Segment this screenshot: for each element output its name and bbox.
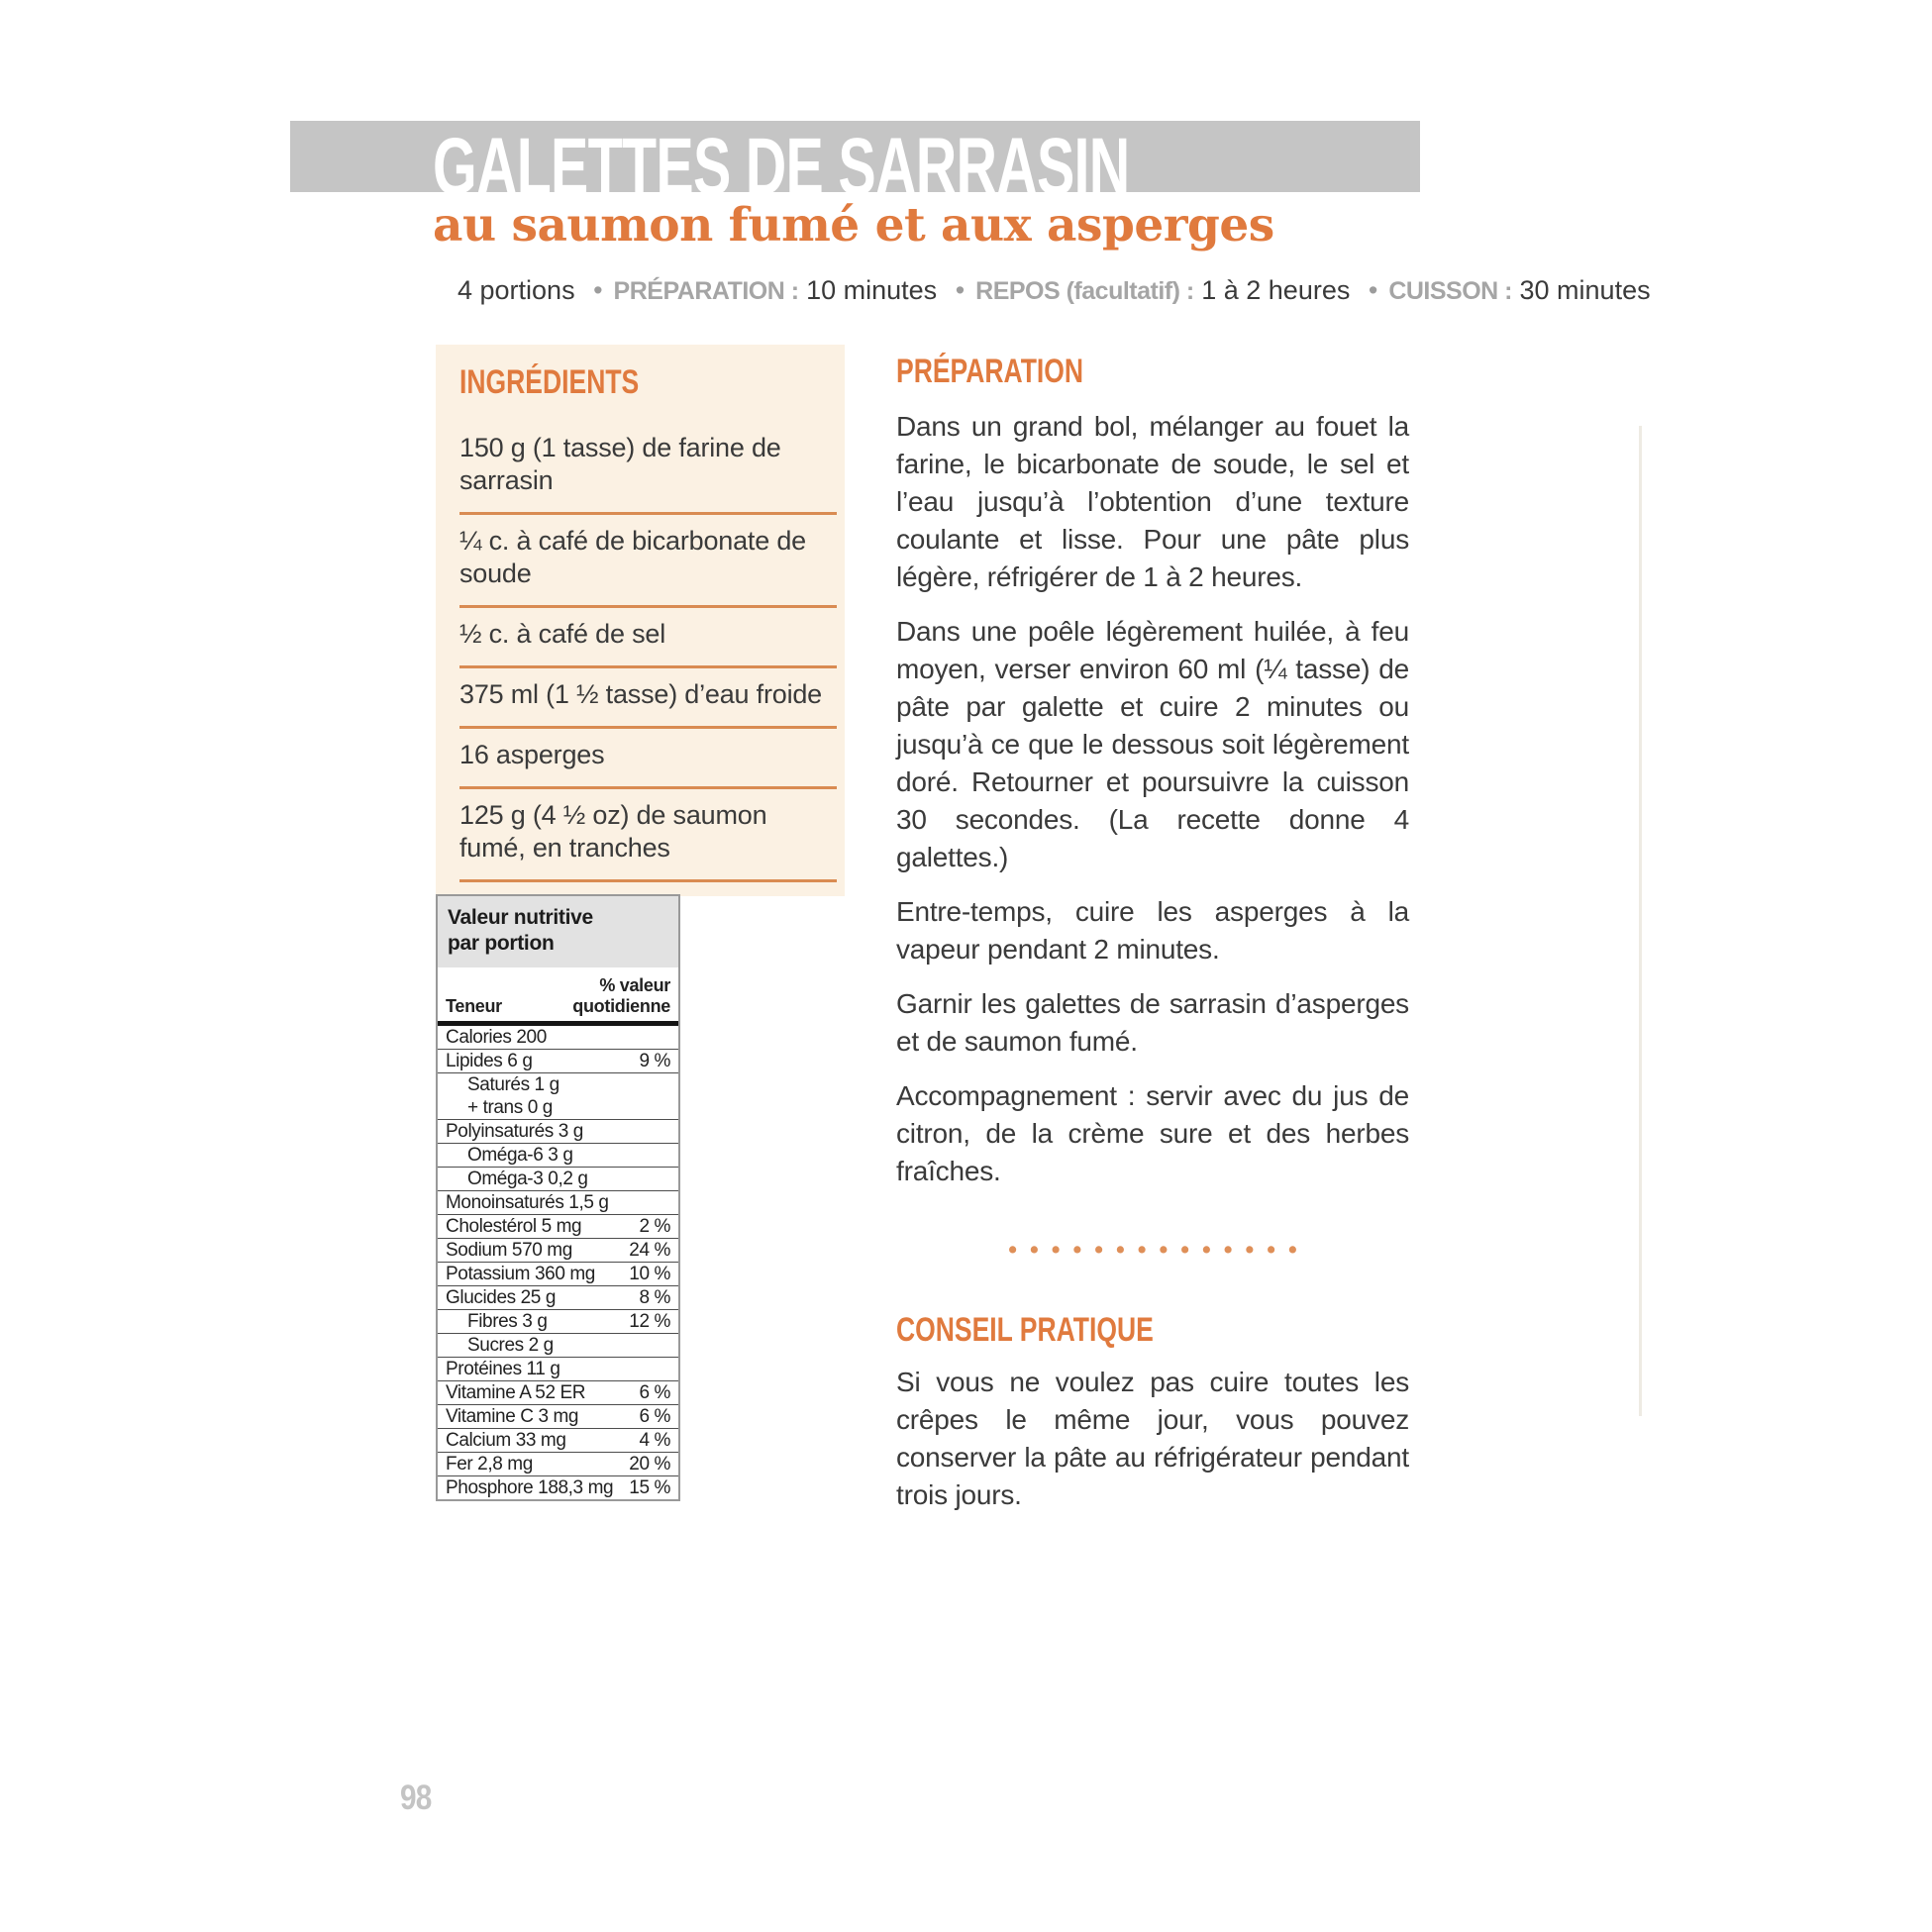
ingredient-item: ½ c. à café de sel	[459, 608, 837, 668]
ingredients-list	[459, 422, 837, 882]
nutrient-label: Vitamine A 52 ER	[446, 1381, 586, 1403]
nutrient-label: Vitamine C 3 mg	[446, 1405, 579, 1427]
nutrient-label: Lipides 6 g	[446, 1050, 533, 1071]
ingredient-item: 375 ml (1 ½ tasse) d’eau froide	[459, 668, 837, 729]
meta-label: CUISSON :	[1388, 277, 1512, 305]
nutrition-rows	[438, 1026, 678, 1499]
page-number: 98	[400, 1779, 432, 1817]
nutrient-label: Potassium 360 mg	[446, 1263, 595, 1284]
preparation-paragraph: Entre-temps, cuire les asperges à la vapeur pendant 2 minutes.	[896, 896, 1409, 965]
nutrient-label: Sodium 570 mg	[446, 1239, 572, 1261]
nutrient-label: Glucides 25 g	[446, 1286, 556, 1308]
meta-value: 1 à 2 heures	[1201, 275, 1351, 305]
nutrient-label: Oméga-3 0,2 g	[467, 1168, 588, 1189]
nutrient-daily-value: 6 %	[639, 1405, 670, 1427]
ingredient-item: 125 g (4 ½ oz) de saumon fumé, en tranches	[459, 789, 837, 882]
nutrition-row	[438, 1429, 678, 1453]
bullet-separator: •	[593, 275, 603, 305]
nutrition-row	[438, 1191, 678, 1215]
nutrient-daily-value: 15 %	[629, 1476, 670, 1498]
nutrient-daily-value: 10 %	[629, 1263, 670, 1284]
nutrition-row	[438, 1453, 678, 1476]
nutrition-title-line1: Valeur nutritive	[448, 906, 593, 929]
preparation-paragraph: Dans une poêle légèrement huilée, à feu moyen, verser environ 60 ml (¼ tasse) de pâte par galette et cuire 2 minutes ou jusqu’à ce que le dessous soit légèrement doré. Retourner et poursuivre la cuisson 30 secondes. (La recette donne 4 galettes.)	[896, 616, 1409, 872]
page-edge-mark	[1639, 426, 1642, 1416]
nutrition-row	[438, 1073, 678, 1096]
nutrition-row	[438, 1050, 678, 1073]
nutrient-label: + trans 0 g	[467, 1096, 553, 1118]
nutrition-row	[438, 1334, 678, 1358]
ingredient-item: ¼ c. à café de bicarbonate de soude	[459, 515, 837, 608]
nutrition-row	[438, 1358, 678, 1381]
dotted-divider: ••••••••••••••	[1008, 1236, 1310, 1264]
nutrition-row	[438, 1144, 678, 1168]
meta-label: PRÉPARATION :	[613, 277, 799, 305]
nutrient-daily-value: 9 %	[639, 1050, 670, 1071]
nutrition-row	[438, 1120, 678, 1144]
nutrient-daily-value: 4 %	[639, 1429, 670, 1451]
meta-segment	[945, 275, 1351, 305]
nutrient-label: Fibres 3 g	[467, 1310, 548, 1332]
nutrient-label: Protéines 11 g	[446, 1358, 560, 1379]
preparation-paragraph: Accompagnement : servir avec du jus de citron, de la crème sure et des herbes fraîches.	[896, 1080, 1409, 1186]
meta-value: 30 minutes	[1519, 275, 1651, 305]
preparation-steps	[896, 408, 1409, 1190]
nutrient-daily-value: 20 %	[629, 1453, 670, 1474]
ingredient-item: 150 g (1 tasse) de farine de sarrasin	[459, 422, 837, 515]
nutrition-row	[438, 1096, 678, 1120]
nutrient-label: Phosphore 188,3 mg	[446, 1476, 614, 1498]
meta-segment	[582, 275, 937, 305]
nutrient-label: Fer 2,8 mg	[446, 1453, 533, 1474]
nutrient-daily-value: 24 %	[629, 1239, 670, 1261]
meta-value: 10 minutes	[806, 275, 938, 305]
meta-value: 4 portions	[458, 275, 575, 305]
recipe-subtitle: au saumon fumé et aux asperges	[433, 198, 1274, 253]
nutrition-row	[438, 1310, 678, 1334]
nutrition-col-teneur: Teneur	[446, 996, 502, 1016]
nutrient-label: Calories 200	[446, 1026, 547, 1048]
preparation-paragraph: Garnir les galettes de sarrasin d’asperges et de saumon fumé.	[896, 988, 1409, 1057]
tip-text: Si vous ne voulez pas cuire toutes les crêpes le même jour, vous pouvez conserver la pâte au réfrigérateur pendant trois jours.	[896, 1367, 1409, 1510]
nutrition-col-valeur: % valeur quotidienne	[572, 975, 670, 1016]
nutrition-row	[438, 1215, 678, 1239]
ingredient-item: 16 asperges	[459, 729, 837, 789]
recipe-meta	[436, 275, 1651, 306]
tip-heading: CONSEIL PRATIQUE	[896, 1311, 1154, 1349]
nutrient-daily-value: 8 %	[639, 1286, 670, 1308]
nutrition-row	[438, 1168, 678, 1191]
nutrient-label: Sucres 2 g	[467, 1334, 554, 1356]
meta-segment	[1358, 275, 1651, 305]
recipe-title: GALETTES DE SARRASIN	[433, 122, 1130, 212]
nutrient-daily-value: 12 %	[629, 1310, 670, 1332]
nutrition-title	[438, 896, 678, 967]
ingredients-panel	[436, 345, 845, 896]
bullet-separator: •	[955, 275, 966, 305]
nutrient-daily-value: 2 %	[639, 1215, 670, 1237]
nutrition-row	[438, 1239, 678, 1263]
nutrient-label: Oméga-6 3 g	[467, 1144, 573, 1166]
nutrition-column-headers	[438, 967, 678, 1026]
nutrient-label: Saturés 1 g	[467, 1073, 559, 1095]
nutrient-label: Polyinsaturés 3 g	[446, 1120, 583, 1142]
nutrient-label: Cholestérol 5 mg	[446, 1215, 582, 1237]
ingredients-heading: INGRÉDIENTS	[459, 363, 640, 401]
nutrition-row	[438, 1381, 678, 1405]
nutrition-row	[438, 1476, 678, 1499]
nutrient-label: Monoinsaturés 1,5 g	[446, 1191, 609, 1213]
meta-segment	[436, 275, 575, 305]
preparation-paragraph: Dans un grand bol, mélanger au fouet la farine, le bicarbonate de soude, le sel et l’eau jusqu’à l’obtention d’une texture coulante et lisse. Pour une pâte plus légère, réfrigérer de 1 à 2 heures.	[896, 411, 1409, 592]
nutrition-row	[438, 1405, 678, 1429]
nutrition-title-line2: par portion	[448, 932, 555, 955]
nutrition-row	[438, 1026, 678, 1050]
meta-label: REPOS (facultatif) :	[975, 277, 1194, 305]
preparation-heading: PRÉPARATION	[896, 353, 1084, 390]
nutrient-daily-value: 6 %	[639, 1381, 670, 1403]
bullet-separator: •	[1368, 275, 1378, 305]
preparation-section	[896, 352, 1409, 1514]
nutrition-row	[438, 1263, 678, 1286]
nutrient-label: Calcium 33 mg	[446, 1429, 566, 1451]
nutrition-table	[436, 894, 680, 1501]
nutrition-row	[438, 1286, 678, 1310]
